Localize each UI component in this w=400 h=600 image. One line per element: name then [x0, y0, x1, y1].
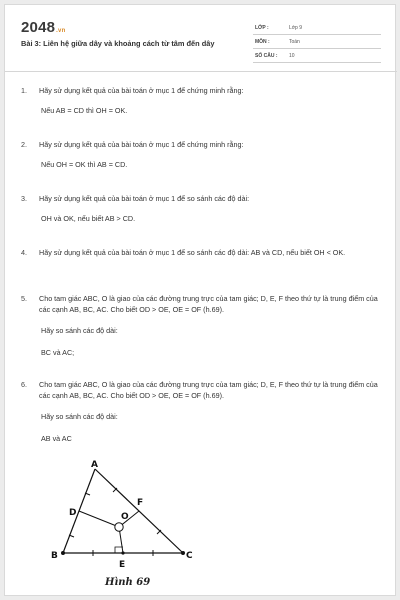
question-2-statement: Nếu OH = OK thì AB = CD.: [41, 160, 128, 169]
label-d: D: [69, 508, 77, 518]
logo-suffix: .vn: [56, 28, 66, 34]
label-f: F: [137, 498, 144, 508]
meta-row-subject: [253, 35, 381, 49]
question-5-prompt: Hãy so sánh các độ dài:: [41, 326, 118, 335]
meta-value: 10: [289, 53, 295, 59]
question-text: Hãy sử dụng kết quả của bài toán ở mục 1 để chứng minh rằng:: [39, 140, 244, 149]
meta-label: SỐ CÂU :: [255, 53, 278, 59]
label-c: C: [186, 551, 193, 561]
point-e: [121, 551, 124, 554]
label-e: E: [119, 560, 126, 570]
header-divider: [5, 71, 397, 72]
lesson-title: Bài 3: Liên hệ giữa dây và khoảng cách từ tâm đến dây: [21, 39, 215, 48]
question-6-prompt: Hãy so sánh các độ dài:: [41, 412, 118, 421]
question-1-statement: Nếu AB = CD thì OH = OK.: [41, 106, 128, 115]
point-o-circle: [115, 523, 123, 531]
worksheet: [4, 4, 396, 596]
question-text: Cho tam giác ABC, O là giao của các đường trung trực của tam giác; D, E, F theo thứ tự là trung điểm của các cạnh AB, BC, AC. Cho biết OD > OE, OE = OF (h.69).: [39, 294, 378, 314]
question-number: 2.: [21, 140, 27, 149]
question-number: 5.: [21, 294, 27, 303]
question-text: Hãy sử dụng kết quả của bài toán ở mục 1 để so sánh các độ dài: AB và CD, nếu biết OH < OK.: [39, 248, 346, 257]
meta-row-class: [253, 21, 381, 35]
question-text: Hãy sử dụng kết quả của bài toán ở mục 1 để chứng minh rằng:: [39, 86, 244, 95]
label-b: B: [51, 551, 58, 561]
meta-row-count: [253, 49, 381, 63]
label-o: O: [121, 512, 129, 522]
meta-label: LỚP :: [255, 25, 269, 31]
question-text: Cho tam giác ABC, O là giao của các đường trung trực của tam giác; D, E, F theo thứ tự là trung điểm của các cạnh AB, BC, AC. Cho biết OD > OE, OE = OF (h.69).: [39, 380, 378, 400]
label-a: A: [91, 460, 98, 470]
point-b: [61, 551, 65, 555]
meta-value: Lớp 9: [289, 25, 303, 31]
meta-label: MÔN :: [255, 39, 270, 45]
segment-od: [79, 511, 119, 527]
meta-table: [253, 21, 381, 63]
question-6-compare: AB và AC: [41, 434, 72, 443]
meta-value: Toán: [289, 39, 300, 45]
site-logo[interactable]: [21, 19, 65, 36]
figure-caption: Hình 69: [105, 577, 151, 588]
worksheet-header: [5, 5, 397, 69]
question-number: 1.: [21, 86, 27, 95]
question-3-statement: OH và OK, nếu biết AB > CD.: [41, 214, 136, 223]
question-text: Hãy sử dụng kết quả của bài toán ở mục 1 để so sánh các độ dài:: [39, 194, 250, 203]
question-number: 4.: [21, 248, 27, 257]
point-c: [181, 551, 185, 555]
question-number: 6.: [21, 380, 27, 389]
question-number: 3.: [21, 194, 27, 203]
question-5-compare: BC và AC;: [41, 348, 75, 357]
triangle-figure: [49, 457, 199, 597]
logo-text: 2048: [21, 19, 56, 36]
